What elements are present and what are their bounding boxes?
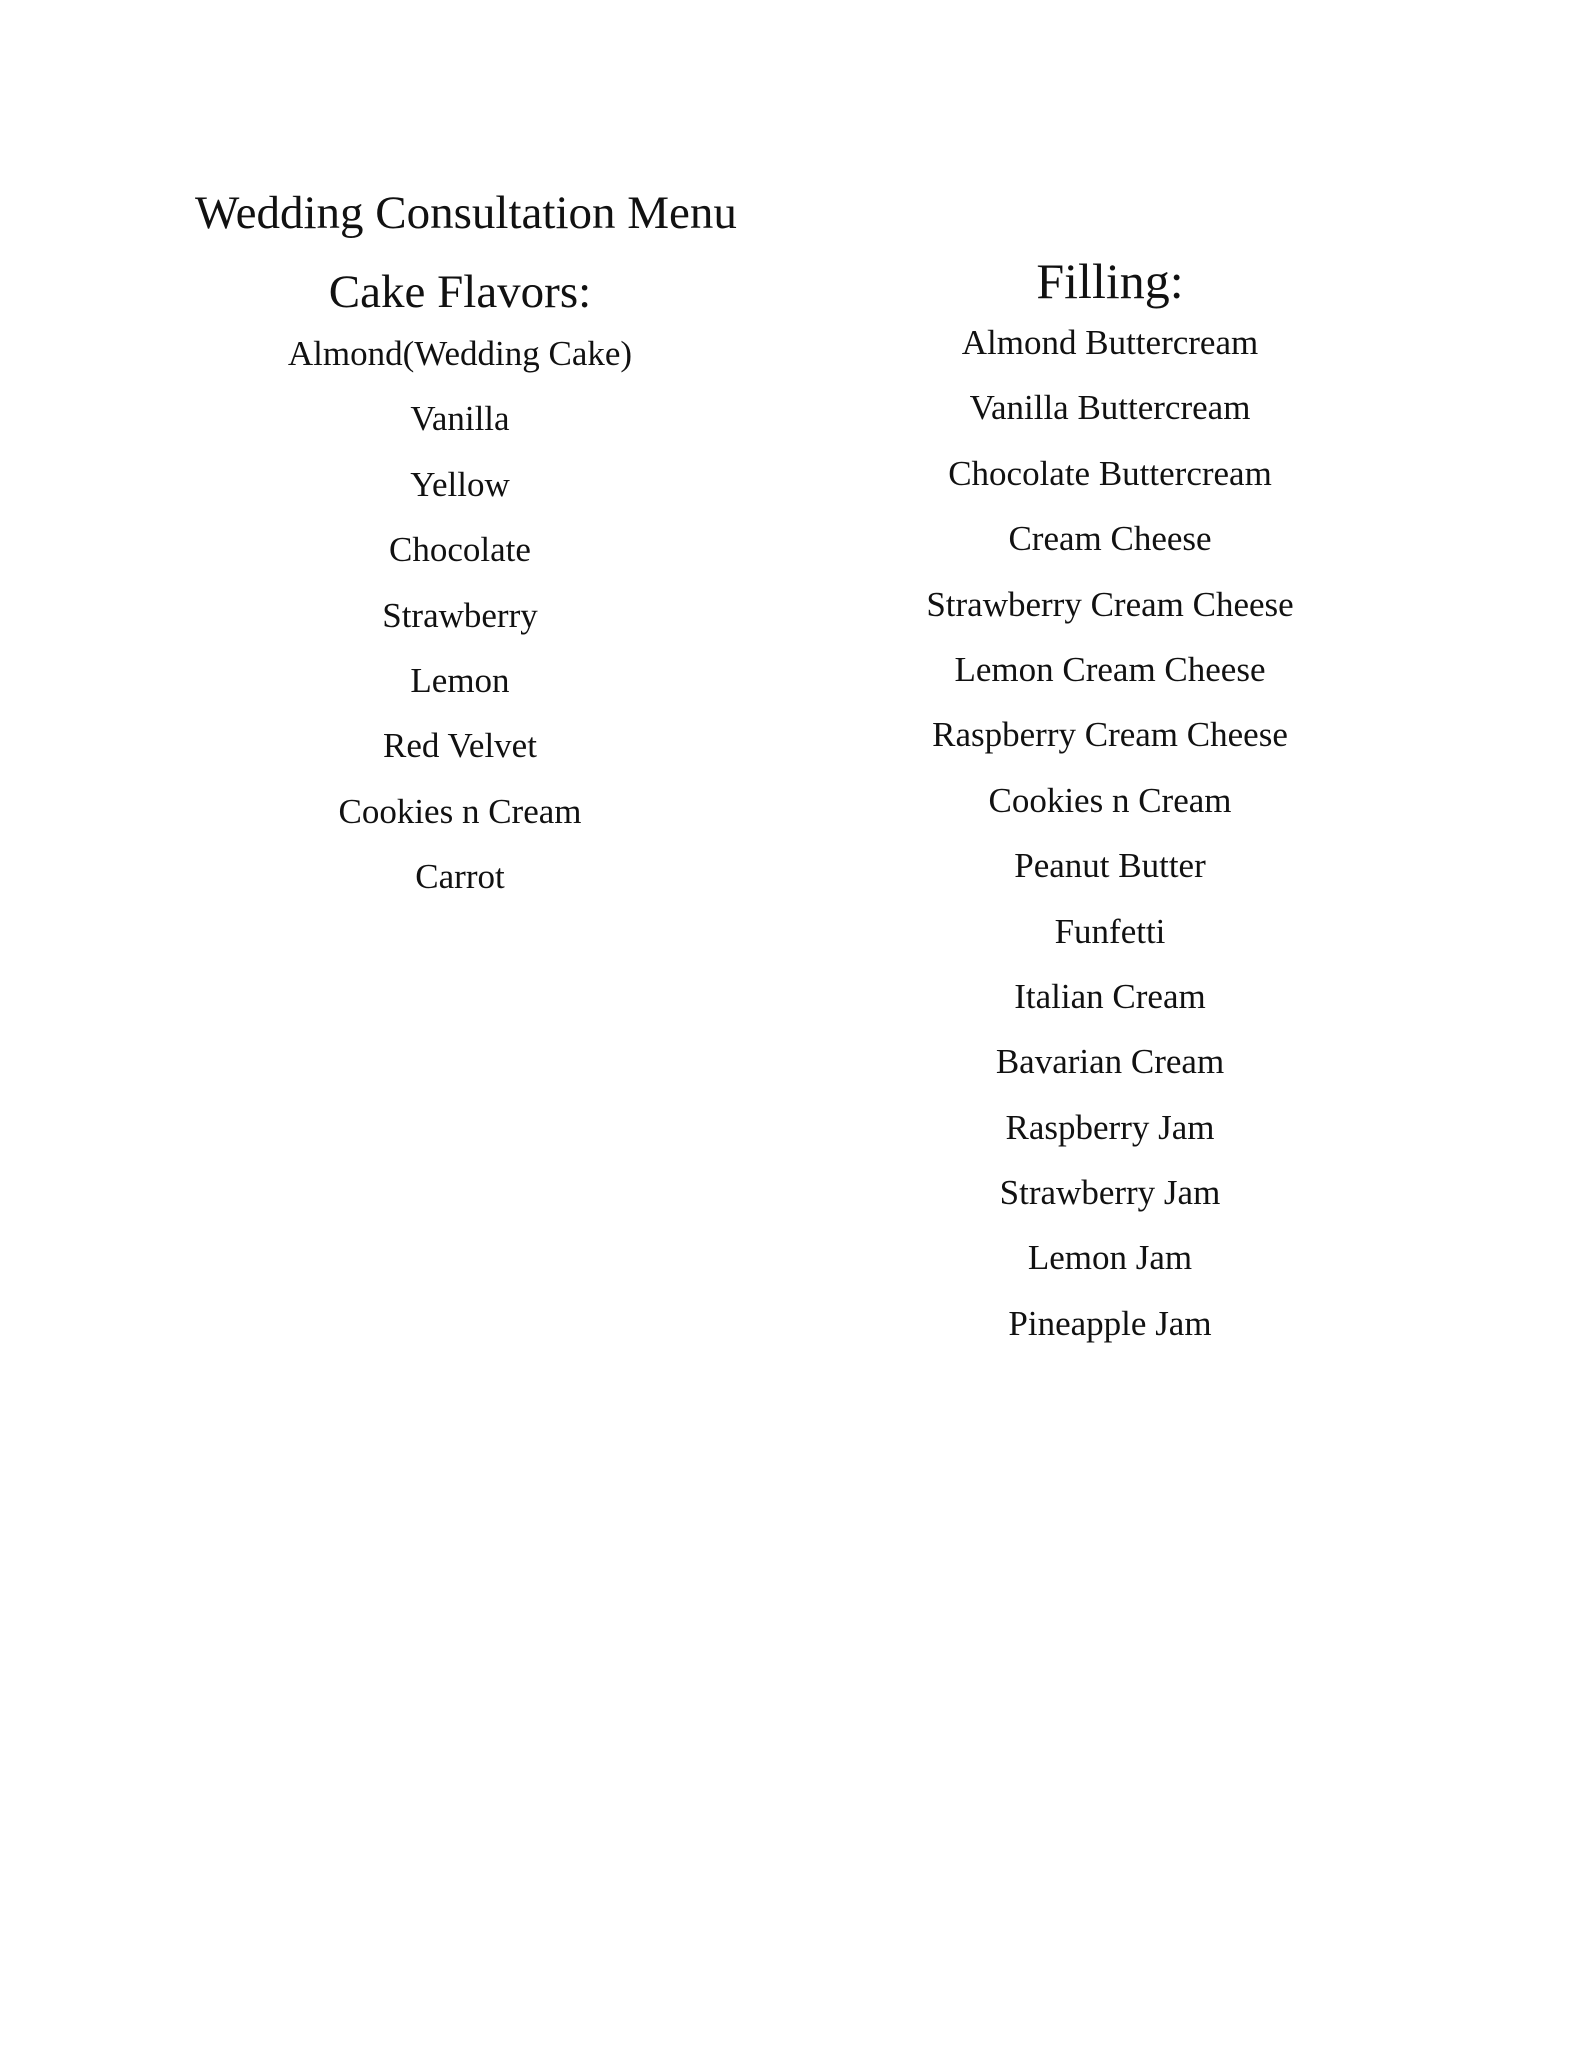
- filling-item: Cream Cheese: [1008, 519, 1212, 559]
- cake-flavor-item: Strawberry: [382, 595, 538, 635]
- filling-item: Strawberry Cream Cheese: [926, 584, 1294, 624]
- cake-flavors-section: [180, 265, 740, 920]
- filling-item: Lemon Jam: [1027, 1238, 1193, 1278]
- filling-item: Peanut Butter: [1014, 846, 1206, 886]
- filling-item: Funfetti: [1054, 911, 1166, 951]
- cake-flavor-item: Red Velvet: [383, 726, 537, 766]
- cake-flavor-item: Cookies n Cream: [338, 791, 582, 831]
- filling-list: [830, 320, 1390, 1366]
- cake-flavor-item: Carrot: [415, 857, 505, 897]
- cake-flavor-item: Almond(Wedding Cake): [287, 334, 633, 373]
- filling-item: Pineapple Jam: [1008, 1303, 1212, 1343]
- filling-heading: Filling:: [1036, 253, 1184, 309]
- cake-flavor-item: Chocolate: [389, 530, 531, 570]
- filling-item: Strawberry Jam: [999, 1173, 1221, 1213]
- filling-item: Italian Cream: [1014, 976, 1206, 1016]
- filling-item: Chocolate Buttercream: [948, 453, 1272, 493]
- page-title: Wedding Consultation Menu: [195, 187, 737, 239]
- cake-flavor-item: Lemon: [410, 660, 510, 700]
- cake-flavor-item: Yellow: [410, 464, 510, 504]
- cake-flavors-heading: Cake Flavors:: [328, 266, 592, 318]
- cake-flavors-list: [180, 331, 740, 920]
- filling-item: Raspberry Jam: [1005, 1107, 1215, 1147]
- filling-item: Bavarian Cream: [995, 1042, 1225, 1082]
- filling-section: [830, 254, 1390, 1366]
- filling-item: Raspberry Cream Cheese: [932, 715, 1288, 755]
- filling-item: Almond Buttercream: [961, 323, 1259, 362]
- cake-flavor-item: Vanilla: [410, 399, 510, 439]
- filling-item: Vanilla Buttercream: [969, 388, 1251, 428]
- filling-item: Cookies n Cream: [988, 780, 1232, 820]
- filling-item: Lemon Cream Cheese: [954, 649, 1266, 689]
